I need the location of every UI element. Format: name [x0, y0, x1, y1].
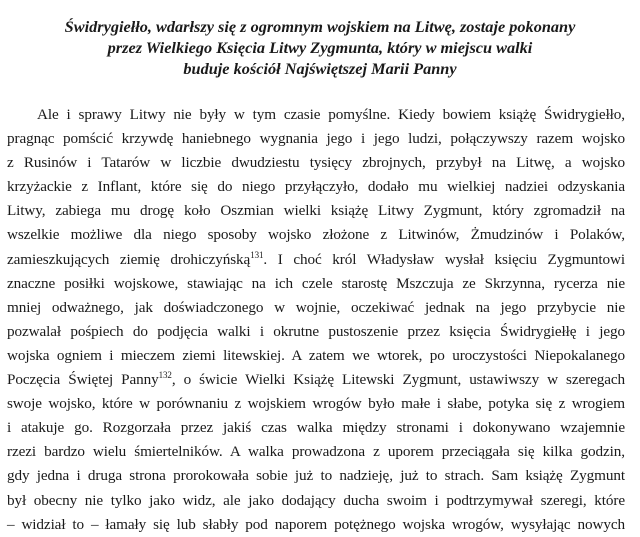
heading-line: Świdrygiełło, wdarłszy się z ogromnym wojskiem na Litwę, zostaje pokonany: [64, 17, 576, 36]
body-paragraph: [7, 103, 625, 537]
footnote-marker: 132: [158, 369, 172, 380]
heading-line: przez Wielkiego Księcia Litwy Zygmunta, który w miejscu walki: [107, 38, 533, 57]
text-line: z Rusinów i Tatarów w liczbie dwudziestu tysięcy zbrojnych, przybył na Litwę, a wojsko: [7, 154, 625, 172]
text-line: Litwy, zabiega mu drogę koło Oszmian wielki książę Litwy Zygmunt, który zgromadził na: [7, 202, 625, 220]
text-line: Ale i sprawy Litwy nie były w tym czasie pomyślne. Kiedy bowiem książę Świdrygiełło,: [37, 106, 625, 123]
text-line: mniej odważnego, jak doświadczonego w wojnie, oczekiwać jednak na jego przybycie nie: [7, 298, 625, 316]
text-segment: Poczęcia Świętej Panny: [7, 371, 159, 389]
chapter-heading: [20, 16, 620, 79]
heading-line: buduje kościół Najświętszej Marii Panny: [183, 59, 457, 78]
text-line: pozwalał pośpiech do podjęcia walki i okrutne pustoszenie przez księcia Świdrygiełłę i jego: [7, 322, 625, 340]
text-line: – widział to – łamały się lub słabły pod naporem potężnego wojska wrogów, wysyłając nowych: [7, 515, 625, 533]
text-line: wojska ogniem i mieczem ziemi litewskiej. A zatem we wtorek, po uroczystości Niepokalanego: [7, 346, 625, 364]
text-line: wszelkie możliwe dla niego sposoby wojsko złożone z Litwinów, Żmudzinów i Polaków,: [7, 226, 625, 244]
text-line: gdy jedna i druga strona prorokowała sobie już to nadzieję, już to strach. Sam książę Zygmunt: [7, 467, 625, 485]
text-line: znaczne posiłki wojskowe, stawiając na ich czele starostę Mszczuja ze Skrzynna, rycerza nie: [7, 274, 625, 292]
text-line: [7, 248, 625, 272]
text-line: był obecny nie tylko jako widz, ale jako dodający ducha swoim i podtrzymywał szeregi, które: [7, 491, 625, 509]
footnote-marker: 131: [250, 249, 264, 260]
text-line: pragnąc pomścić krzywdę haniebnego wygnania jego i jego ludzi, połączywszy razem wojsko: [7, 130, 625, 148]
text-line: i atakuje go. Rozgorzała przez jakiś czas walka między stronami i dokonywano wzajemnie: [7, 419, 625, 437]
text-segment: , o świcie Wielki Książę Litewski Zygmunt, ustawiwszy w szeregach: [171, 371, 625, 389]
text-line: krzyżackie z Inflant, które się do niego przyłączyło, dodało mu wielkiej nadziei odzyskania: [7, 178, 625, 196]
text-line: [7, 368, 625, 392]
text-segment: . I choć król Władysław wysłał księciu Zygmuntowi: [263, 250, 625, 268]
text-line: swoje wojsko, które w porównaniu z wojskiem wrogów było małe i słabe, potyka się z wrogiem: [7, 395, 625, 413]
text-line: rzezi bardzo wielu śmiertelników. A walka prowadzona z uporem przeciągała się kilka godzin,: [7, 443, 625, 461]
text-segment: zamieszkujących ziemię drohiczyńską: [7, 250, 251, 268]
